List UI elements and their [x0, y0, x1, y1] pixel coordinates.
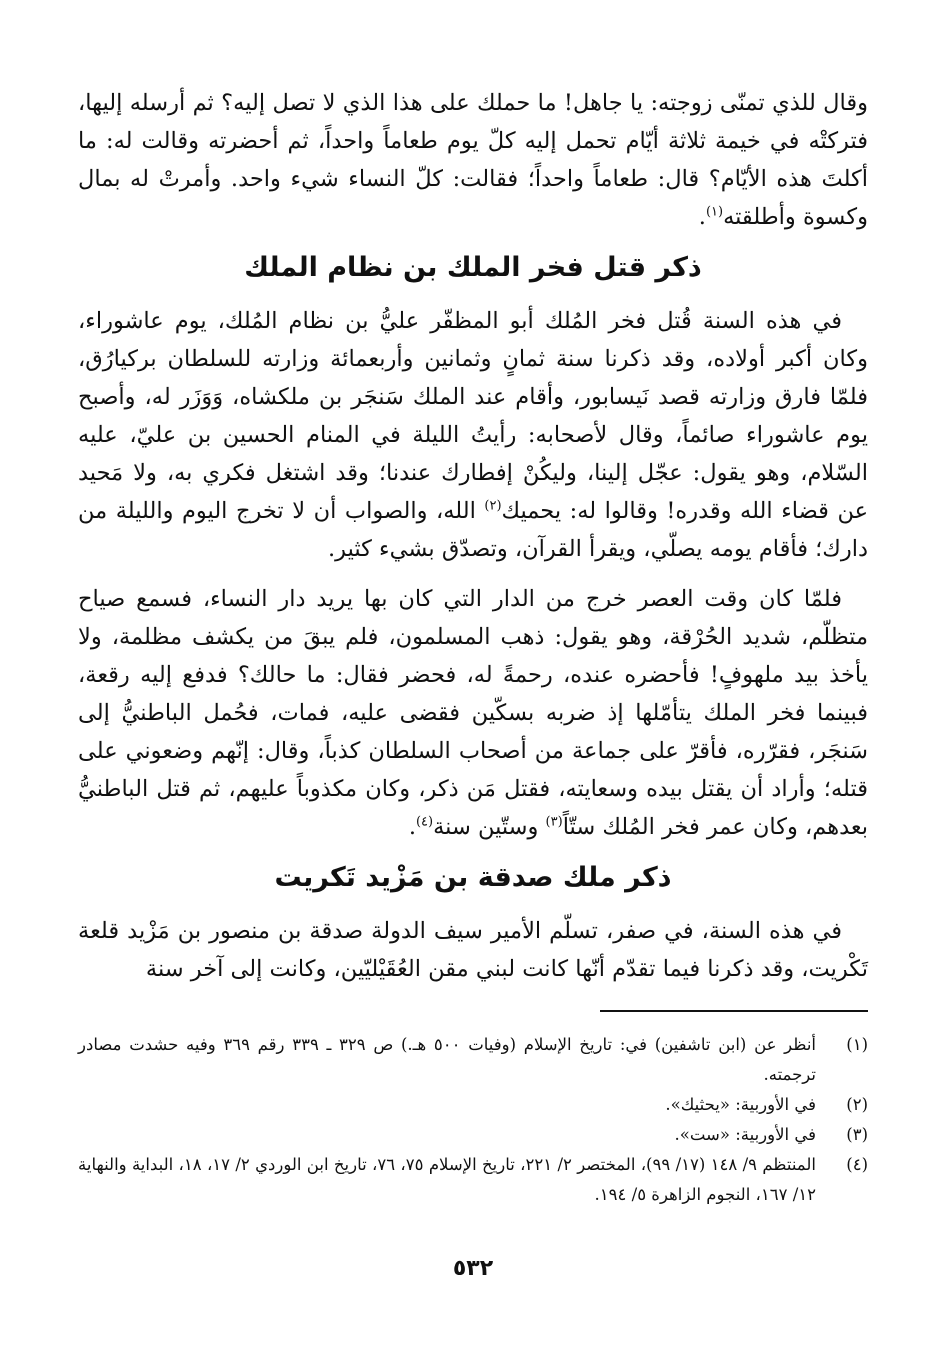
document-page — [78, 84, 868, 1330]
footnote-number: (٣) — [846, 1125, 868, 1144]
section1-para1-text: في هذه السنة قُتل فخر المُلك أبو المظفّر عليُّ بن نظام المُلك، يوم عاشوراء، وكان أكبر أولاده، وقد ذكرنا سنة ثمانٍ وثمانين وأربعمائة وزارته للسلطان بركيارُق، فلمّا فارق وزارته قصد نَيسابور، وأقام عند الملك سَنجَر بن ملكشاه، وَوَزَر له، وأصبح يوم عاشوراء صائماً، وقال لأصحابه: رأيتُ الليلة في المنام الحسين بن عليّ، عليه السّلام، وهو يقول: عجّل إلينا، وليكُنْ إفطارك عندنا؛ وقد اشتغل فكري به، ولا مَحيد عن قضاء الله وقدره! وقالوا له: يحميك — [78, 308, 868, 524]
section-heading-sadaqa-tikrit: ذكر ملك صدقة بن مَزْيد تَكريت — [274, 862, 672, 893]
footnote-number: (١) — [846, 1035, 868, 1054]
section-heading-fakhr-al-mulk: ذكر قتل فخر الملك بن نظام الملك — [244, 252, 702, 283]
footnote-text: في الأوربية: «ست». — [674, 1125, 816, 1144]
section1-para1-text-end: الله، والصواب أن لا تخرج اليوم والليلة من دارك؛ فأقام يومه يصلّي، ويقرأ القرآن، وتصدّق بشيء كثير. — [78, 498, 868, 562]
footnote-ref-2[interactable]: (٢) — [484, 498, 502, 514]
footnotes — [78, 1030, 868, 1210]
section1-para2-text-mid: وستّين سنة — [433, 814, 546, 840]
footnote-ref-1[interactable]: (١) — [705, 204, 724, 220]
page-number: ٥٣٢ — [452, 1256, 494, 1281]
footnote-ref-3[interactable]: (٣) — [545, 814, 563, 830]
footnote-2 — [78, 1090, 868, 1120]
footnote-ref-4[interactable]: (٤) — [415, 814, 434, 830]
footnote-number: (٢) — [846, 1095, 868, 1114]
intro-text-end: . — [698, 204, 706, 230]
paragraph-gap — [78, 568, 868, 580]
section1-paragraph-1 — [78, 302, 868, 568]
footnote-text: أنظر عن (ابن تاشفين) في: تاريخ الإسلام (وفيات ٥٠٠ هـ.) ص ٣٢٩ ـ ٣٣٩ رقم ٣٦٩ وفيه حشدت مصادر ترجمته. — [78, 1035, 816, 1084]
footnote-number: (٤) — [846, 1155, 868, 1174]
section2-paragraph-1: في هذه السنة، في صفر، تسلّم الأمير سيف الدولة صدقة بن منصور بن مَزْيد قلعة تَكْريت، وقد ذكرنا فيما تقدّم أنّها كانت لبني مقن العُقَيْليّين، وكانت إلى آخر سنة — [78, 918, 868, 982]
footnote-text: في الأوربية: «يحثيك». — [665, 1095, 816, 1114]
section1-paragraph-2 — [78, 580, 868, 846]
intro-paragraph — [78, 84, 868, 236]
intro-text: وقال للذي تمنّى زوجته: يا جاهل! ما حملك على هذا الذي لا تصل إليه؟ ثم أرسله إليها، فتركتْه في خيمة ثلاثة أيّام تحمل إليه كلّ يوم طعاماً واحداً، ثم أحضرته وقالت له: ما أكلتَ هذه الأيّام؟ قال: طعاماً واحداً؛ فقالت: كلّ النساء شيء واحد. وأمرتْ له بمال وكسوة وأطلقته — [78, 90, 868, 230]
footnote-1 — [78, 1030, 868, 1090]
footnote-4 — [78, 1150, 868, 1210]
section1-para2-text: فلمّا كان وقت العصر خرج من الدار التي كان بها يريد دار النساء، فسمع صياح متظلّم، شديد الحُرْقة، وهو يقول: ذهب المسلمون، فلم يبقَ من يكشف مظلمة، ولا يأخذ بيد ملهوفٍ! فأحضره عنده، رحمةً له، فحضر فقال: ما حالك؟ فدفع إليه رقعة، فبينما فخر الملك يتأمّلها إذ ضربه بسكّين فقضى عليه، فمات، فحُمل الباطنيُّ إلى سَنجَر، فقرّره، فأقرّ على جماعة من أصحاب السلطان كذباً، وقال: إنّهم وضعوني على قتله؛ وأراد أن يقتل بيده وسعايته، فقتل مَن ذكر، وكان مكذوباً عليهم، ثم قتل الباطنيُّ بعدهم، وكان عمر فخر المُلك ستّاً — [78, 586, 868, 840]
section1-para2-text-end: . — [408, 814, 416, 840]
footnote-text: المنتظم ٩/ ١٤٨ (١٧/ ٩٩)، المختصر ٢/ ٢٢١، تاريخ الإسلام ٧٥، ٧٦، تاريخ ابن الوردي ٢/ ١٧، ١٨، البداية والنهاية ١٢/ ١٦٧، النجوم الزاهرة ٥/ ١٩٤. — [78, 1155, 816, 1204]
footnote-3 — [78, 1120, 868, 1150]
footnote-separator — [600, 1010, 868, 1012]
